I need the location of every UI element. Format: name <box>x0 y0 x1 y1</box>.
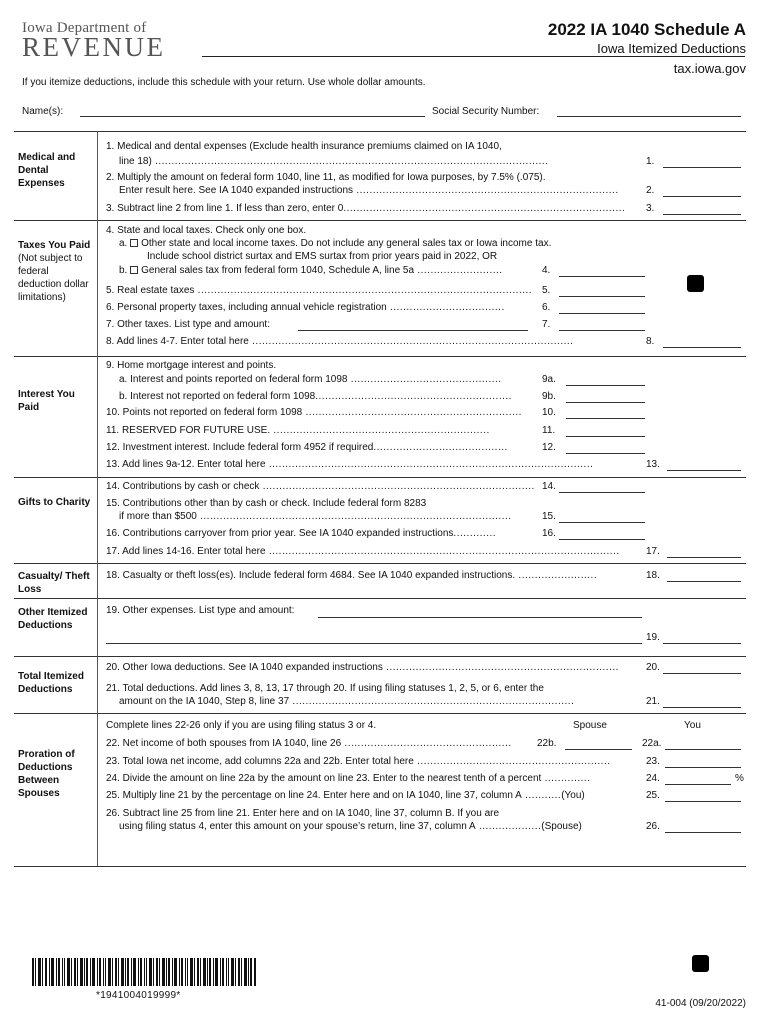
line-number: 5. <box>542 285 551 296</box>
line-number: 17. <box>646 546 660 557</box>
line-10-amount[interactable] <box>566 418 645 419</box>
line-5-text: 5. Real estate taxes ...................................................................................................... <box>106 285 533 296</box>
line-25-text: 25. Multiply line 21 by the percentage on line 24. Enter here and on IA 1040, line 37, column A ...........(You) <box>106 790 585 801</box>
line-22b-amount[interactable] <box>565 749 632 750</box>
line-number: 22b. <box>537 738 557 749</box>
line-14-amount[interactable] <box>559 492 645 493</box>
line-1-text: 1. Medical and dental expenses (Exclude health insurance premiums claimed on IA 1040, <box>106 141 502 152</box>
line-11-amount[interactable] <box>566 436 645 437</box>
section-divider <box>14 598 746 599</box>
section-casualty: Casualty/ Theft Loss <box>18 571 90 595</box>
instructions-text: If you itemize deductions, include this schedule with your return. Use whole dollar amounts. <box>22 77 426 88</box>
line-number: 1. <box>646 156 655 167</box>
line-13-text: 13. Add lines 9a-12. Enter total here ................................................................................................... <box>106 459 594 470</box>
line-9b-amount[interactable] <box>566 402 645 403</box>
line-24-text: 24. Divide the amount on line 22a by the amount on line 23. Enter to the nearest tenth of a percent .............. <box>106 773 591 784</box>
line-9-text: 9. Home mortgage interest and points. <box>106 360 277 371</box>
line-number: 12. <box>542 442 556 453</box>
line-number: 15. <box>542 511 556 522</box>
section-divider <box>14 656 746 657</box>
section-divider <box>14 713 746 714</box>
line-15-amount[interactable] <box>559 522 645 523</box>
line-16-text: 16. Contributions carryover from prior year. See IA 1040 expanded instructions............. <box>106 528 497 539</box>
line-10-text: 10. Points not reported on federal form 1098 .................................................................. <box>106 407 522 418</box>
line-26-text-cont: using filing status 4, enter this amount on your spouse’s return, line 37, column A ...................(Spouse) <box>119 821 582 832</box>
revenue-logo <box>22 20 165 61</box>
line-9b-text: b. Interest not reported on federal form 1098............................................................ <box>119 391 512 402</box>
line-6-amount[interactable] <box>559 313 645 314</box>
line-number: 22a. <box>642 738 662 749</box>
line-number: 14. <box>542 481 556 492</box>
line-17-amount[interactable] <box>667 557 741 558</box>
line-19-type-field-2[interactable] <box>106 643 642 644</box>
line-4-amount[interactable] <box>559 276 645 277</box>
line-12-amount[interactable] <box>566 453 645 454</box>
names-field[interactable] <box>80 116 425 117</box>
section-divider <box>14 866 746 867</box>
line-3-text: 3. Subtract line 2 from line 1. If less than zero, enter 0...................................................................................... <box>106 203 626 214</box>
line-2-text: 2. Multiply the amount on federal form 1040, line 11, as modified for Iowa purposes, by 7.5% (.075). <box>106 172 546 183</box>
section-divider <box>14 477 746 478</box>
line-12-text: 12. Investment interest. Include federal form 4952 if required......................................... <box>106 442 508 453</box>
line-number: 4. <box>542 265 551 276</box>
line-number: 23. <box>646 756 660 767</box>
line-9a-amount[interactable] <box>566 385 645 386</box>
line-17-text: 17. Add lines 14-16. Enter total here ........................................................................................................... <box>106 546 620 557</box>
line-4b-text: b. General sales tax from federal form 1040, Schedule A, line 5a .......................... <box>119 265 503 276</box>
line-7-amount[interactable] <box>559 330 645 331</box>
line-20-text: 20. Other Iowa deductions. See IA 1040 expanded instructions ....................................................................... <box>106 662 619 673</box>
form-title: 2022 IA 1040 Schedule A <box>547 20 746 39</box>
logo-revenue-text: REVENUE <box>22 32 166 62</box>
line-5-amount[interactable] <box>559 296 645 297</box>
line-4b-checkbox[interactable] <box>130 266 138 274</box>
line-number: 10. <box>542 407 556 418</box>
line-number: 25. <box>646 790 660 801</box>
line-21-text-cont: amount on the IA 1040, Step 8, line 37 ...................................................................................... <box>119 696 575 707</box>
logo-department-text: Iowa Department of <box>22 20 147 36</box>
form-subtitle: Iowa Itemized Deductions <box>597 41 746 56</box>
section-medical: Medical and Dental Expenses <box>18 152 76 189</box>
line-number: 16. <box>542 528 556 539</box>
section-divider <box>14 563 746 564</box>
header-rule <box>202 56 745 57</box>
scan-registration-mark <box>687 275 704 292</box>
line-19-amount[interactable] <box>663 643 741 644</box>
line-1-text-cont: line 18) ........................................................................................................................ <box>119 156 549 167</box>
line-21-amount[interactable] <box>663 707 741 708</box>
line-1-amount[interactable] <box>663 167 741 168</box>
line-18-amount[interactable] <box>667 581 741 582</box>
percent-sign: % <box>735 773 744 784</box>
line-4a-text-cont: Include school district surtax and EMS surtax from prior years paid in 2022, OR <box>147 251 498 262</box>
line-7-text: 7. Other taxes. List type and amount: <box>106 319 270 330</box>
proration-instruction: Complete lines 22-26 only if you are using filing status 3 or 4. <box>106 720 377 731</box>
line-23-text: 23. Total Iowa net income, add columns 22a and 22b. Enter total here ........................................................... <box>106 756 611 767</box>
line-22a-amount[interactable] <box>665 749 741 750</box>
line-4-text: 4. State and local taxes. Check only one box. <box>106 225 307 236</box>
line-16-amount[interactable] <box>559 539 645 540</box>
line-number: 11. <box>542 425 556 436</box>
line-number: 18. <box>646 570 660 581</box>
line-26-text: 26. Subtract line 25 from line 21. Enter here and on IA 1040, line 37, column B. If you are <box>106 808 500 819</box>
line-18-text: 18. Casualty or theft loss(es). Include federal form 4684. See IA 1040 expanded instructions. ........................ <box>106 570 598 581</box>
line-number: 26. <box>646 821 660 832</box>
line-number: 2. <box>646 185 655 196</box>
line-3-amount[interactable] <box>663 214 741 215</box>
line-4a-text: a. Other state and local income taxes. Do not include any general sales tax or Iowa income tax. <box>119 238 552 249</box>
you-column-header: You <box>684 720 701 731</box>
barcode-image <box>32 958 256 986</box>
line-number: 9b. <box>542 391 556 402</box>
line-number: 21. <box>646 696 660 707</box>
line-number: 8. <box>646 336 655 347</box>
line-25-amount[interactable] <box>665 801 741 802</box>
scan-registration-mark <box>692 955 709 972</box>
section-divider <box>14 131 746 132</box>
line-19-type-field[interactable] <box>318 617 642 618</box>
section-gifts: Gifts to Charity <box>18 497 91 508</box>
line-15-text: 15. Contributions other than by cash or check. Include federal form 8283 <box>106 498 427 509</box>
line-number: 6. <box>542 302 551 313</box>
line-4a-checkbox[interactable] <box>130 239 138 247</box>
line-14-text: 14. Contributions by cash or check ................................................................................... <box>106 481 535 492</box>
line-22-text: 22. Net income of both spouses from IA 1040, line 26 ................................................... <box>106 738 512 749</box>
line-number: 20. <box>646 662 660 673</box>
line-8-amount[interactable] <box>663 347 741 348</box>
line-number: 9a. <box>542 374 556 385</box>
ssn-field[interactable] <box>557 116 741 117</box>
form-number: 41-004 (09/20/2022) <box>655 998 746 1009</box>
line-number: 24. <box>646 773 660 784</box>
line-number: 13. <box>646 459 660 470</box>
line-19-text: 19. Other expenses. List type and amount: <box>106 605 295 616</box>
line-6-text: 6. Personal property taxes, including annual vehicle registration ................................... <box>106 302 505 313</box>
line-23-amount[interactable] <box>665 767 741 768</box>
spouse-column-header: Spouse <box>573 720 607 731</box>
line-2-amount[interactable] <box>663 196 741 197</box>
section-interest: Interest You Paid <box>18 389 75 413</box>
section-divider <box>14 220 746 221</box>
line-26-amount[interactable] <box>665 832 741 833</box>
section-other: Other Itemized Deductions <box>18 607 88 631</box>
line-24-percent[interactable] <box>665 784 731 785</box>
column-divider <box>97 131 98 866</box>
ssn-label: Social Security Number: <box>432 106 540 117</box>
line-number: 3. <box>646 203 655 214</box>
line-11-text: 11. RESERVED FOR FUTURE USE. .................................................................. <box>106 425 490 436</box>
line-9a-text: a. Interest and points reported on federal form 1098 .............................................. <box>119 374 502 385</box>
line-7-type-field[interactable] <box>298 330 528 331</box>
line-2-text-cont: Enter result here. See IA 1040 expanded instructions ................................................................................ <box>119 185 619 196</box>
line-21-text: 21. Total deductions. Add lines 3, 8, 13, 17 through 20. If using filing statuses 1, 2, 5, or 6, enter the <box>106 683 544 694</box>
line-13-amount[interactable] <box>667 470 741 471</box>
section-taxes: Taxes You Paid (Not subject to federal deduction dollar limitations) <box>18 240 91 303</box>
section-total: Total Itemized Deductions <box>18 671 84 695</box>
line-15-text-cont: if more than $500 ............................................................................................... <box>119 511 512 522</box>
line-number: 7. <box>542 319 551 330</box>
section-proration: Proration of Deductions Between Spouses <box>18 749 75 799</box>
section-divider <box>14 356 746 357</box>
line-8-text: 8. Add lines 4-7. Enter total here .................................................................................................. <box>106 336 574 347</box>
barcode-number: *1941004019999* <box>96 990 181 1001</box>
line-20-amount[interactable] <box>663 673 741 674</box>
names-label: Name(s): <box>22 106 64 117</box>
line-number: 19. <box>646 632 660 643</box>
website-link[interactable]: tax.iowa.gov <box>673 61 746 76</box>
